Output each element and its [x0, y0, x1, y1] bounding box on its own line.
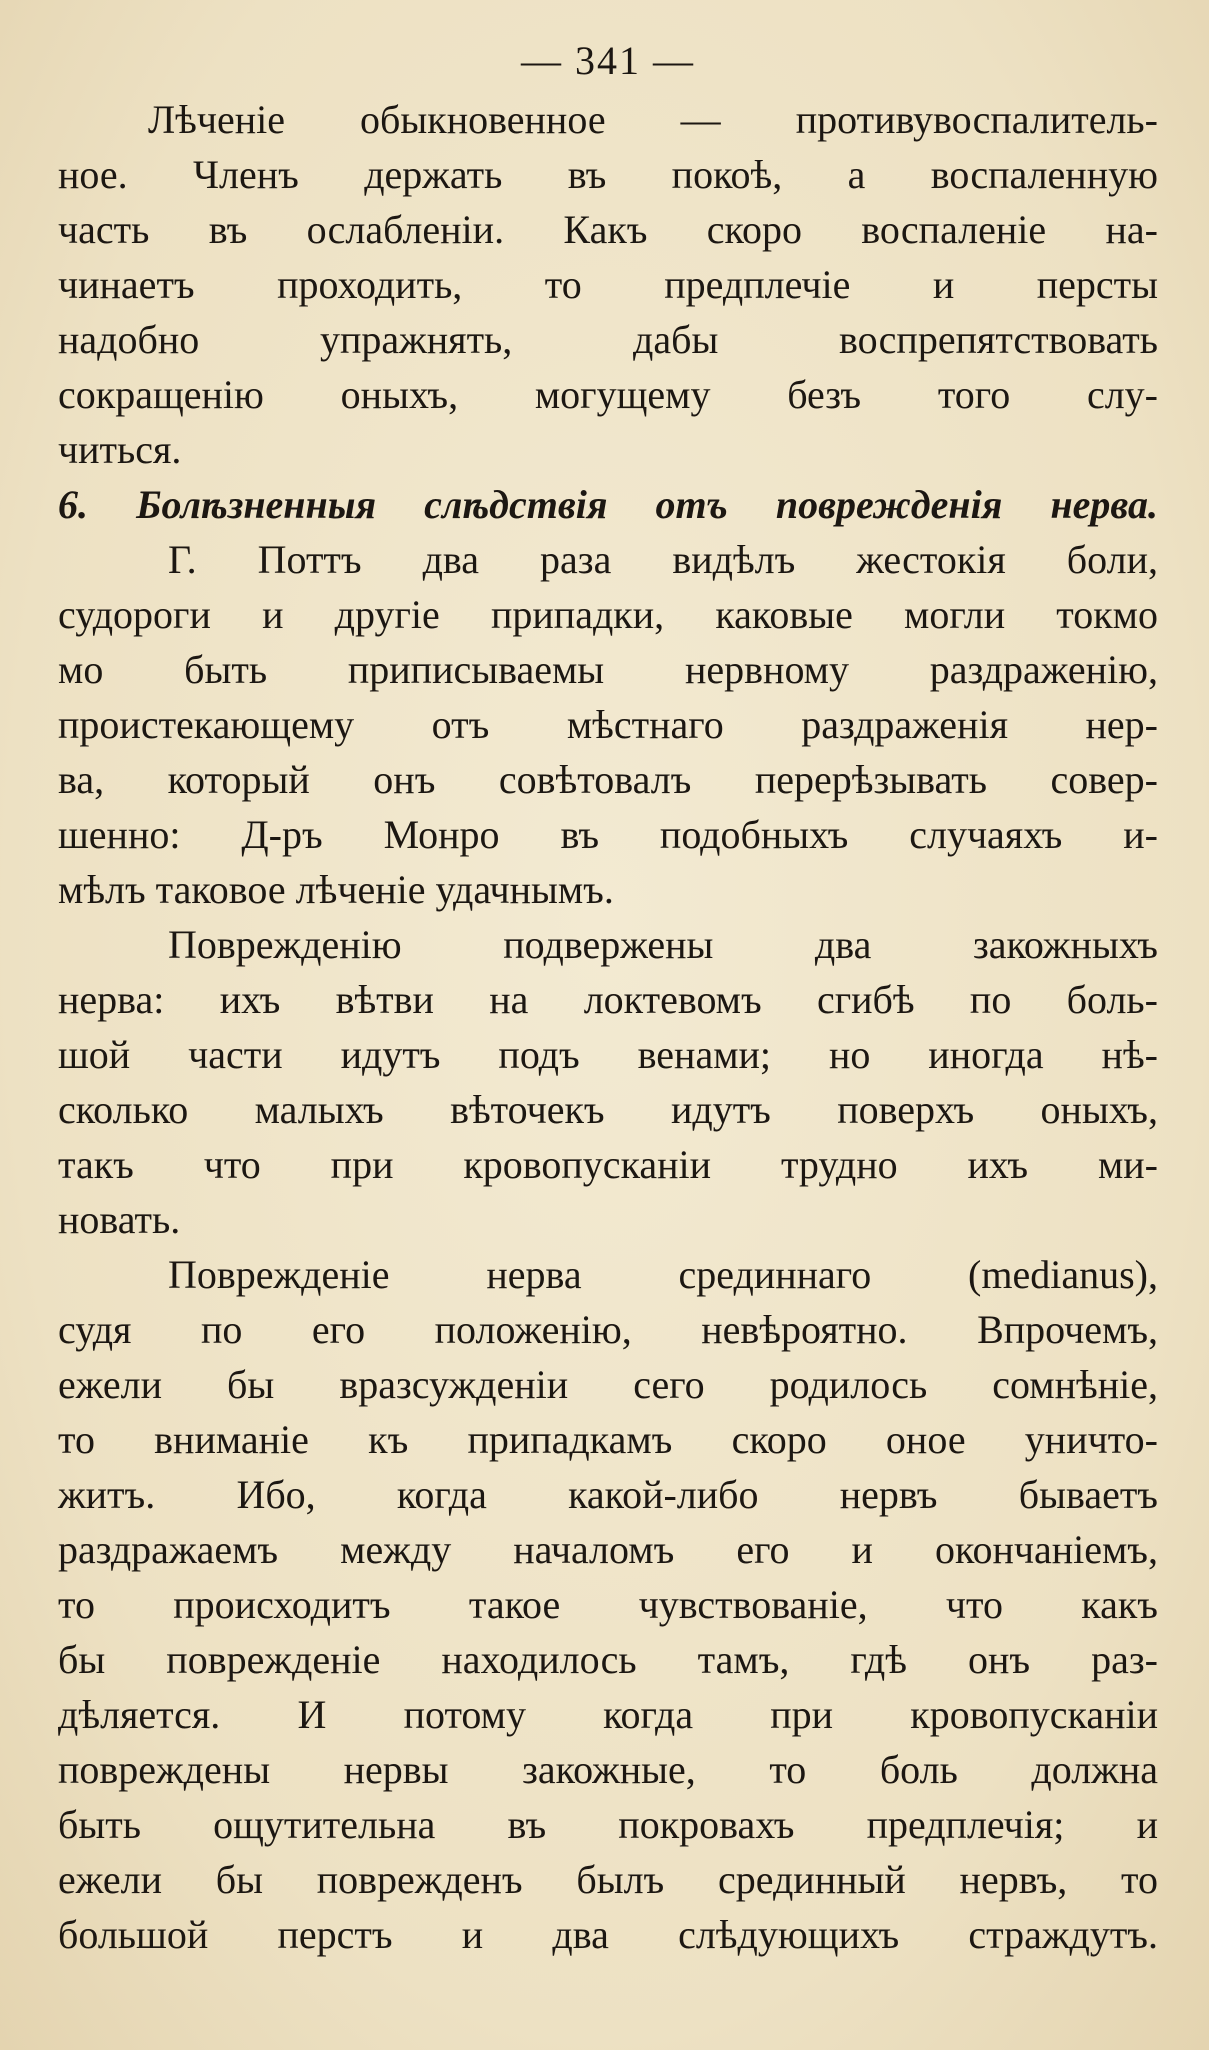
text-line: такъ что при кровопусканiи трудно ихъ ми- — [58, 1142, 1158, 1187]
text-line: бы поврежденiе находилось тамъ, гдѣ онъ раз- — [58, 1637, 1158, 1682]
text-line: чинаетъ проходить, то предплечiе и персты — [58, 262, 1158, 307]
text-line: то происходитъ такое чувствованiе, что какъ — [58, 1582, 1158, 1627]
text-line: сколько малыхъ вѣточекъ идутъ поверхъ оныхъ, — [58, 1087, 1158, 1132]
text-line: Лѣченiе обыкновенное — противувоспалитель- — [148, 97, 1158, 142]
text-line: судороги и другiе припадки, каковые могли токмо — [58, 592, 1158, 637]
text-line: дѣляется. И потому когда при кровопусканiи — [58, 1692, 1158, 1737]
text-line: ное. Членъ держать въ покоѣ, а воспаленную — [58, 152, 1158, 197]
text-line: мо быть приписываемы нервному раздраженiю, — [58, 647, 1158, 692]
text-line: новать. — [58, 1197, 181, 1242]
text-line: судя по его положенiю, невѣроятно. Впрочемъ, — [58, 1307, 1158, 1352]
text-line: часть въ ослабленiи. Какъ скоро воспаленiе на- — [58, 207, 1158, 252]
text-line: житъ. Ибо, когда какой-либо нервъ бываетъ — [58, 1472, 1158, 1517]
text-line: надобно упражнять, дабы воспрепятствовать — [58, 317, 1158, 362]
text-line: ва, который онъ совѣтовалъ перерѣзывать совер- — [58, 757, 1158, 802]
page-number: — 341 — — [521, 38, 695, 83]
page-text — [58, 30, 1158, 1962]
text-line: шой части идутъ подъ венами; но иногда нѣ- — [58, 1032, 1158, 1077]
text-line: проистекающему отъ мѣстнаго раздраженiя нер- — [58, 702, 1158, 747]
text-line: быть ощутительна въ покровахъ предплечiя; и — [58, 1802, 1158, 1847]
text-line: ежели бы поврежденъ былъ срединный нервъ, то — [58, 1857, 1158, 1902]
text-line: Г. Поттъ два раза видѣлъ жестокiя боли, — [168, 537, 1158, 582]
text-line: раздражаемъ между началомъ его и окончанiемъ, — [58, 1527, 1158, 1572]
text-line: ежели бы вразсужденiи сего родилось сомнѣнiе, — [58, 1362, 1158, 1407]
text-line: Поврежденiе нерва срединнаго (medianus), — [168, 1252, 1158, 1297]
text-lines — [58, 92, 1158, 1962]
text-line: сокращенiю оныхъ, могущему безъ того слу- — [58, 372, 1158, 417]
text-line: мѣлъ таковое лѣченiе удачнымъ. — [58, 867, 614, 912]
text-line: то вниманiе къ припадкамъ скоро оное уничто- — [58, 1417, 1158, 1462]
text-line: шенно: Д-ръ Монро въ подобныхъ случаяхъ и- — [58, 812, 1158, 857]
text-line: нерва: ихъ вѣтви на локтевомъ сгибѣ по боль- — [58, 977, 1158, 1022]
section-heading: 6. Болѣзненныя слѣдствiя отъ поврежденiя нерва. — [58, 482, 1158, 527]
text-line: Поврежденiю подвержены два закожныхъ — [168, 922, 1158, 967]
text-line: большой перстъ и два слѣдующихъ страждутъ. — [58, 1912, 1158, 1957]
text-line: повреждены нервы закожные, то боль должна — [58, 1747, 1158, 1792]
text-line: читься. — [58, 427, 182, 472]
